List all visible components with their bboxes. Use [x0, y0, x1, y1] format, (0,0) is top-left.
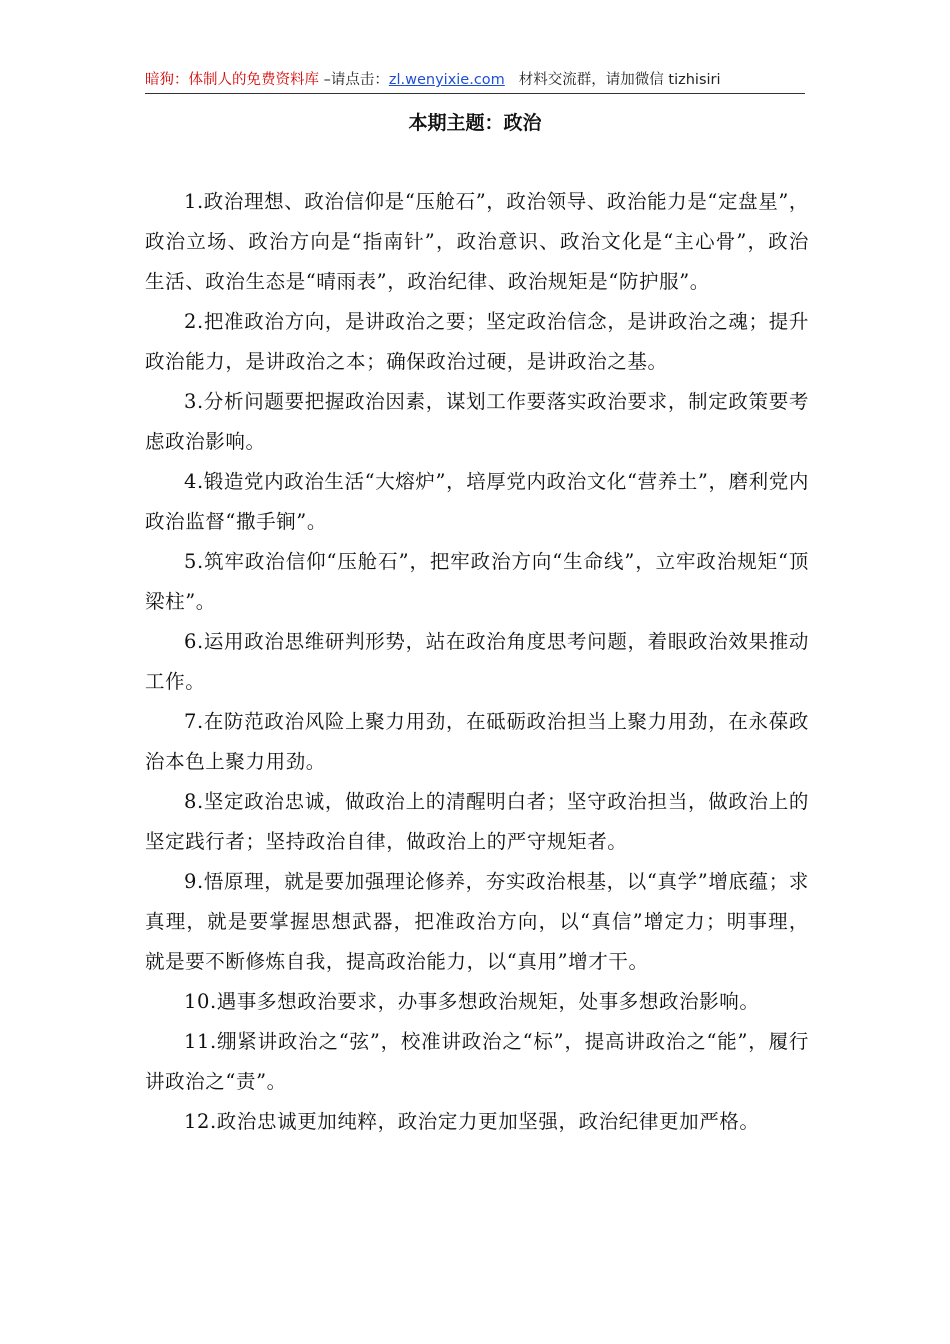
paragraph-11: 11.绷紧讲政治之“弦”，校准讲政治之“标”，提高讲政治之“能”，履行讲政治之“责”。 — [145, 1030, 809, 1093]
paragraph-1: 1.政治理想、政治信仰是“压舱石”，政治领导、政治能力是“定盘星”，政治立场、政治方向是“指南针”，政治意识、政治文化是“主心骨”，政治生活、政治生态是“晴雨表”，政治纪律、政治规矩是“防护服”。 — [145, 190, 809, 293]
header-separator: –请点击： — [319, 72, 389, 88]
header-brand: 暗狗：体制人的免费资料库 — [145, 72, 319, 88]
header-link[interactable]: zl.wenyixie.com — [388, 72, 505, 88]
paragraph-9: 9.悟原理，就是要加强理论修养，夯实政治根基，以“真学”增底蕴；求真理，就是要掌握思想武器，把准政治方向，以“真信”增定力；明事理，就是要不断修炼自我，提高政治能力，以“真用”增才干。 — [145, 870, 809, 973]
paragraph-12: 12.政治忠诚更加纯粹，政治定力更加坚强，政治纪律更加严格。 — [184, 1110, 760, 1133]
paragraph-10: 10.遇事多想政治要求，办事多想政治规矩，处事多想政治影响。 — [184, 990, 760, 1013]
page-title: 本期主题：政治 — [408, 112, 542, 134]
header-rule — [145, 93, 805, 94]
paragraph-6: 6.运用政治思维研判形势，站在政治角度思考问题，着眼政治效果推动工作。 — [145, 630, 809, 693]
paragraph-7: 7.在防范政治风险上聚力用劲，在砥砺政治担当上聚力用劲，在永葆政治本色上聚力用劲。 — [145, 710, 809, 773]
paragraph-3: 3.分析问题要把握政治因素，谋划工作要落实政治要求，制定政策要考虑政治影响。 — [145, 390, 809, 453]
paragraph-4: 4.锻造党内政治生活“大熔炉”，培厚党内政治文化“营养土”，磨利党内政治监督“撒手锏”。 — [145, 470, 809, 533]
paragraph-5: 5.筑牢政治信仰“压舱石”，把牢政治方向“生命线”，立牢政治规矩“顶梁柱”。 — [145, 550, 809, 613]
page-header — [145, 68, 805, 94]
header-wechat-note: 材料交流群，请加微信 tizhisiri — [518, 72, 721, 88]
document-body — [145, 182, 809, 1142]
paragraph-2: 2.把准政治方向，是讲政治之要；坚定政治信念，是讲政治之魂；提升政治能力，是讲政治之本；确保政治过硬，是讲政治之基。 — [145, 310, 809, 373]
paragraph-8: 8.坚定政治忠诚，做政治上的清醒明白者；坚守政治担当，做政治上的坚定践行者；坚持政治自律，做政治上的严守规矩者。 — [145, 790, 809, 853]
